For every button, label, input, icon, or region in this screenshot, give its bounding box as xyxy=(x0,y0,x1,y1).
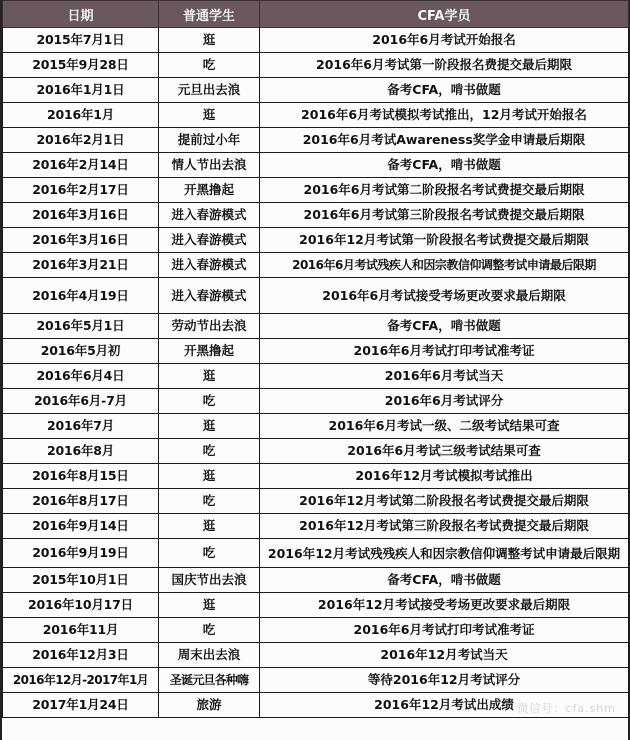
header-cfa: CFA学员 xyxy=(260,1,629,28)
cell-date: 2016年5月1日 xyxy=(3,314,159,339)
cell-cfa: 备考CFA，啃书做题 xyxy=(260,78,629,103)
table-row xyxy=(3,128,629,153)
cell-student: 周末出去浪 xyxy=(159,643,260,668)
cell-cfa: 2016年12月考试残残疾人和因宗教信仰调整考试申请最后限期 xyxy=(260,539,629,568)
cell-cfa: 备考CFA，啃书做题 xyxy=(260,153,629,178)
cell-student: 国庆节出去浪 xyxy=(159,568,260,593)
table-row xyxy=(3,439,629,464)
table-row xyxy=(3,339,629,364)
cell-date: 2015年7月1日 xyxy=(3,28,159,53)
cell-student: 进入春游模式 xyxy=(159,228,260,253)
table-row xyxy=(3,53,629,78)
cell-cfa: 2016年6月考试第一阶段报名费提交最后期限 xyxy=(260,53,629,78)
cell-student: 旅游 xyxy=(159,693,260,718)
cell-cfa: 2016年6月考试第二阶段报名考试费提交最后期限 xyxy=(260,178,629,203)
table-row xyxy=(3,643,629,668)
table-row xyxy=(3,364,629,389)
cfa-schedule-table xyxy=(2,0,629,718)
table-row xyxy=(3,314,629,339)
cell-student: 吃 xyxy=(159,439,260,464)
cell-cfa: 2016年6月考试当天 xyxy=(260,364,629,389)
table-row xyxy=(3,539,629,568)
table-row xyxy=(3,464,629,489)
table-row xyxy=(3,278,629,314)
cell-date: 2016年6月-7月 xyxy=(3,389,159,414)
table-row xyxy=(3,103,629,128)
cell-date: 2016年7月 xyxy=(3,414,159,439)
cell-cfa: 2016年6月考试模拟考试推出，12月考试开始报名 xyxy=(260,103,629,128)
cell-cfa: 2016年6月考试接受考场更改要求最后期限 xyxy=(260,278,629,314)
table-row xyxy=(3,593,629,618)
table-row xyxy=(3,668,629,693)
table-row xyxy=(3,228,629,253)
cell-date: 2016年1月 xyxy=(3,103,159,128)
cell-student: 逛 xyxy=(159,103,260,128)
cell-date: 2016年9月19日 xyxy=(3,539,159,568)
cell-student: 情人节出去浪 xyxy=(159,153,260,178)
cell-student: 开黑撸起 xyxy=(159,339,260,364)
cell-cfa: 2016年6月考试Awareness奖学金申请最后期限 xyxy=(260,128,629,153)
cell-cfa: 2016年12月考试第三阶段报名考试费提交最后期限 xyxy=(260,514,629,539)
cell-date: 2016年8月 xyxy=(3,439,159,464)
cell-student: 逛 xyxy=(159,364,260,389)
cell-student: 吃 xyxy=(159,539,260,568)
cell-student: 进入春游模式 xyxy=(159,203,260,228)
cell-date: 2016年11月 xyxy=(3,618,159,643)
cell-student: 逛 xyxy=(159,28,260,53)
cell-student: 圣诞元旦各种嗨 xyxy=(159,668,260,693)
cell-date: 2016年12月3日 xyxy=(3,643,159,668)
cell-student: 提前过小年 xyxy=(159,128,260,153)
cell-cfa: 备考CFA，啃书做题 xyxy=(260,568,629,593)
cell-student: 进入春游模式 xyxy=(159,253,260,278)
cell-student: 吃 xyxy=(159,53,260,78)
table-row xyxy=(3,153,629,178)
cell-cfa: 2016年6月考试三级考试结果可查 xyxy=(260,439,629,464)
cell-date: 2016年1月1日 xyxy=(3,78,159,103)
cell-date: 2015年10月1日 xyxy=(3,568,159,593)
table-row xyxy=(3,389,629,414)
cell-cfa: 备考CFA，啃书做题 xyxy=(260,314,629,339)
header-date: 日期 xyxy=(3,1,159,28)
table-row xyxy=(3,568,629,593)
table-row xyxy=(3,78,629,103)
cell-cfa: 2016年6月考试第三阶段报名考试费提交最后期限 xyxy=(260,203,629,228)
cell-date: 2016年3月16日 xyxy=(3,203,159,228)
table-row xyxy=(3,178,629,203)
table-row xyxy=(3,489,629,514)
table-header-row xyxy=(3,1,629,28)
cell-date: 2016年3月16日 xyxy=(3,228,159,253)
cell-student: 逛 xyxy=(159,414,260,439)
cell-student: 元旦出去浪 xyxy=(159,78,260,103)
cell-student: 吃 xyxy=(159,489,260,514)
table-row xyxy=(3,253,629,278)
cell-student: 逛 xyxy=(159,514,260,539)
cell-student: 逛 xyxy=(159,464,260,489)
cell-cfa: 等待2016年12月考试评分 xyxy=(260,668,629,693)
cell-student: 进入春游模式 xyxy=(159,278,260,314)
cell-cfa: 2016年6月考试打印考试准考证 xyxy=(260,618,629,643)
cell-cfa: 2016年6月考试开始报名 xyxy=(260,28,629,53)
table-row xyxy=(3,203,629,228)
cell-date: 2015年9月28日 xyxy=(3,53,159,78)
cell-cfa: 2016年6月考试打印考试准考证 xyxy=(260,339,629,364)
header-student: 普通学生 xyxy=(159,1,260,28)
cell-cfa: 2016年12月考试模拟考试推出 xyxy=(260,464,629,489)
cell-date: 2016年4月19日 xyxy=(3,278,159,314)
cell-date: 2016年8月17日 xyxy=(3,489,159,514)
cell-date: 2016年2月14日 xyxy=(3,153,159,178)
cell-cfa: 2016年12月考试第二阶段报名考试费提交最后期限 xyxy=(260,489,629,514)
cell-student: 吃 xyxy=(159,389,260,414)
watermark-text: 微信号：cfa.shm xyxy=(517,702,616,715)
cell-student: 逛 xyxy=(159,593,260,618)
cell-cfa: 2016年6月考试残疾人和因宗教信仰调整考试申请最后限期 xyxy=(260,253,629,278)
cell-date: 2016年9月14日 xyxy=(3,514,159,539)
cell-date: 2016年6月4日 xyxy=(3,364,159,389)
cell-date: 2016年3月21日 xyxy=(3,253,159,278)
table-row xyxy=(3,514,629,539)
cell-student: 开黑撸起 xyxy=(159,178,260,203)
table-row xyxy=(3,28,629,53)
cell-date: 2016年8月15日 xyxy=(3,464,159,489)
cell-cfa: 2016年12月考试出成绩 xyxy=(260,693,629,718)
cell-date: 2017年1月24日 xyxy=(3,693,159,718)
cell-date: 2016年2月1日 xyxy=(3,128,159,153)
cell-cfa: 2016年6月考试一级、二级考试结果可查 xyxy=(260,414,629,439)
cell-cfa: 2016年12月考试第一阶段报名考试费提交最后期限 xyxy=(260,228,629,253)
cell-date: 2016年10月17日 xyxy=(3,593,159,618)
cell-cfa: 2016年12月考试接受考场更改要求最后期限 xyxy=(260,593,629,618)
table-row xyxy=(3,618,629,643)
cell-student: 吃 xyxy=(159,618,260,643)
table-row xyxy=(3,414,629,439)
cell-date: 2016年2月17日 xyxy=(3,178,159,203)
cell-cfa: 2016年12月考试当天 xyxy=(260,643,629,668)
cell-student: 劳动节出去浪 xyxy=(159,314,260,339)
cell-cfa: 2016年6月考试评分 xyxy=(260,389,629,414)
cell-date: 2016年5月初 xyxy=(3,339,159,364)
cell-date: 2016年12月-2017年1月 xyxy=(3,668,159,693)
